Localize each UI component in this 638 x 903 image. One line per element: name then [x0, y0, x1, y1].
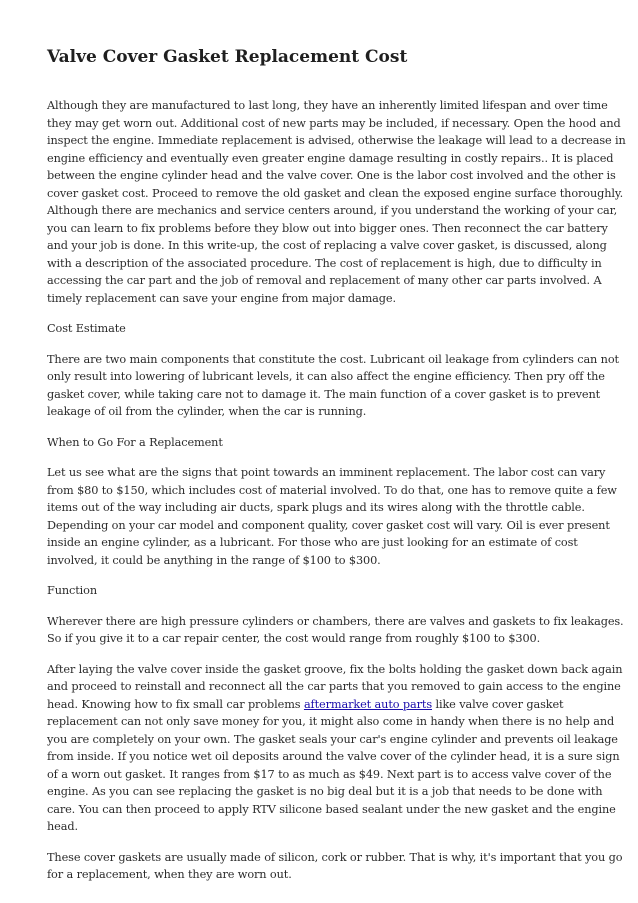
paragraph-after-laying-text-start: After laying the valve cover inside the gasket groove, fix the bolts holding the gasket down back again and proceed to reinstall and reconnect all the car parts that you removed to gain access to the engine head. Knowing how to fix small car problems [47, 662, 623, 711]
page-title: Valve Cover Gasket Replacement Cost [47, 47, 408, 67]
document-page [47, 46, 629, 897]
paragraph-intro: Although they are manufactured to last long, they have an inherently limited lifespan and over time they may get worn out. Additional cost of new parts may be included, if necessary. Open the hood and inspect the engine. Immediate replacement is advised, otherwise the leakage will lead to a decrease in engine efficiency and eventually even greater engine damage resulting in costly repairs.. It is placed between the engine cylinder head and the valve cover. One is the labor cost involved and the other is cover gasket cost. Proceed to remove the old gasket and clean the exposed engine surface thoroughly. Although there are mechanics and service centers around, if you understand the working of your car, you can learn to fix problems before they blow out into bigger ones. Then reconnect the car battery and your job is done. In this write-up, the cost of replacing a valve cover gasket, is discussed, along with a description of the associated procedure. The cost of replacement is high, due to difficulty in accessing the car part and the job of removal and replacement of many other car parts involved. A timely replacement can save your engine from major damage. [47, 99, 626, 305]
paragraph-after-laying [47, 661, 629, 836]
paragraph-after-laying-text-end: like valve cover gasket replacement can not only save money for you, it might also come in handy when there is no help and you are completely on your own. The gasket seals your car's engine cylinder and prevents oil leakage from inside. If you notice wet oil deposits around the valve cover of the cylinder head, it is a sure sign of a worn out gasket. It ranges from $17 to as much as $49. Next part is to access valve cover of the engine. As you can see replacing the gasket is no big deal but it is a job that needs to be done with care. You can then proceed to apply RTV silicone based sealant under the new gasket and the engine head. [47, 697, 620, 833]
paragraph-function: Wherever there are high pressure cylinders or chambers, there are valves and gaskets to fix leakages. So if you give it to a car repair center, the cost would range from roughly $100 to $300. [47, 614, 624, 645]
paragraph-materials: These cover gaskets are usually made of silicon, cork or rubber. That is why, it's important that you go for a replacement, when they are worn out. [47, 850, 623, 881]
section-heading-cost-estimate: Cost Estimate [47, 322, 126, 335]
paragraph-when-to-replace: Let us see what are the signs that point towards an imminent replacement. The labor cost can vary from $80 to $150, which includes cost of material involved. To do that, one has to remove quite a few items out of the way including air ducts, spark plugs and its wires along with the throttle cable. Depending on your car model and component quality, cover gasket cost will vary. Oil is ever present inside an engine cylinder, as a lubricant. For those who are just looking for an estimate of cost involved, it could be anything in the range of $100 to $300. [47, 466, 617, 567]
section-heading-function: Function [47, 584, 97, 597]
aftermarket-auto-parts-link[interactable]: aftermarket auto parts [303, 697, 432, 711]
section-heading-when-to-replace: When to Go For a Replacement [47, 435, 223, 449]
paragraph-cost-estimate: There are two main components that constitute the cost. Lubricant oil leakage from cylinders can not only result into lowering of lubricant levels, it can also affect the engine efficiency. Then pry off the gasket cover, while taking care not to damage it. The main function of a cover gasket is to prevent leakage of oil from the cylinder, when the car is running. [47, 352, 619, 418]
